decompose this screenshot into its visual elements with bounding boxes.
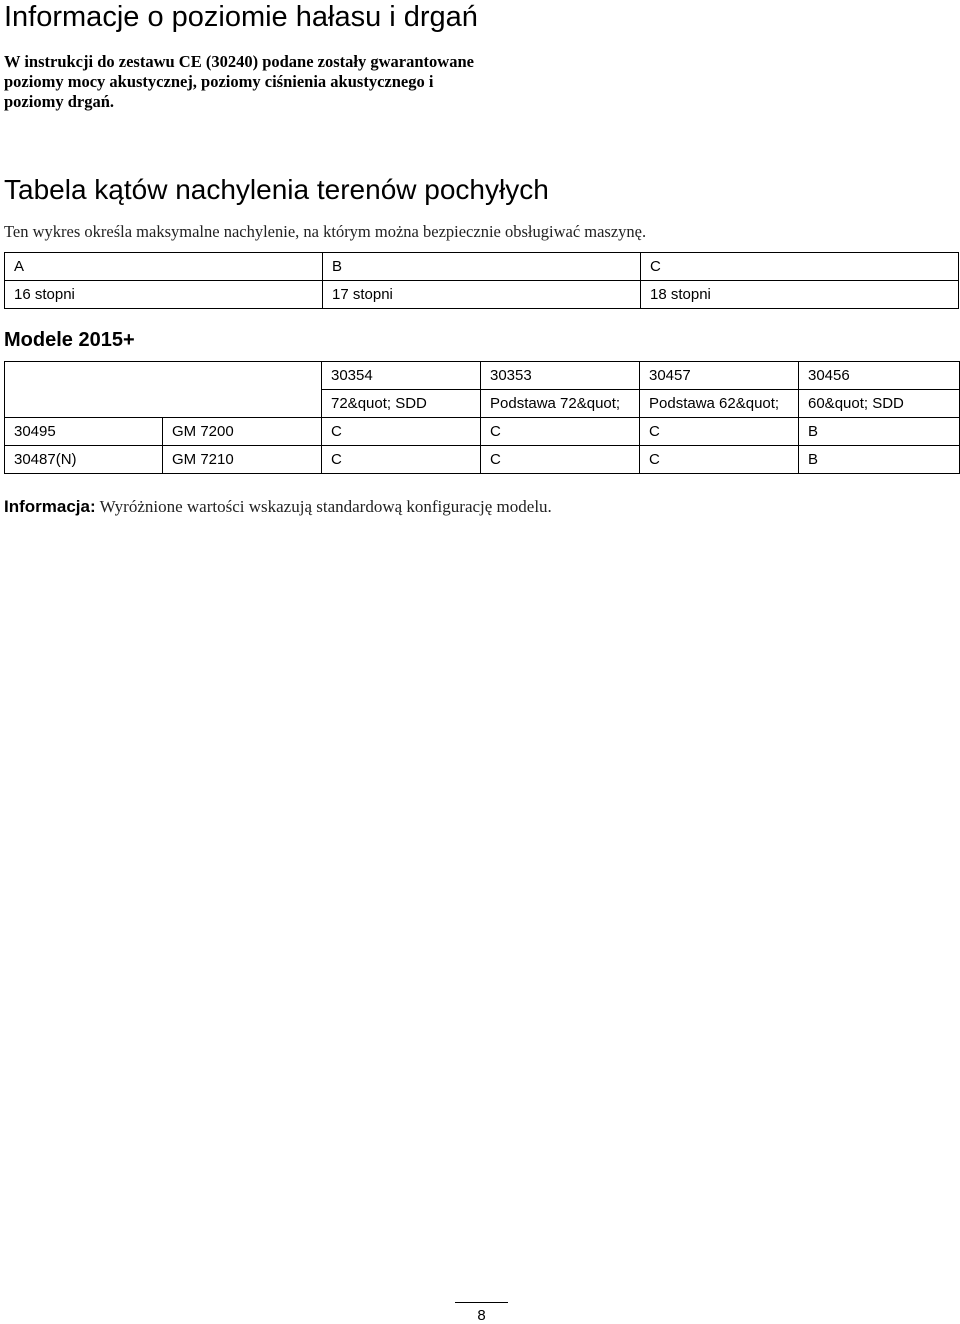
slope-rating: C (640, 446, 799, 474)
deck-part-number: 30456 (799, 362, 960, 390)
footer-divider (455, 1302, 508, 1303)
model-number: 30487(N) (5, 446, 163, 474)
deck-part-number: 30353 (481, 362, 640, 390)
note-text: Wyróżnione wartości wskazują standardową konfigurację modelu. (99, 497, 552, 516)
table-row (5, 418, 960, 446)
deck-part-number: 30354 (322, 362, 481, 390)
slope-rating: B (799, 446, 960, 474)
slope-angle-table (4, 252, 959, 309)
slope-rating: C (322, 418, 481, 446)
models-section-title: Modele 2015+ (4, 329, 135, 351)
note-label: Informacja: (4, 497, 96, 516)
models-empty-corner-cell (5, 362, 322, 418)
slope-header-b: B (323, 253, 641, 281)
deck-name: 60&quot; SDD (799, 390, 960, 418)
slope-rating: C (322, 446, 481, 474)
noise-section-title: Informacje o poziomie hałasu i drgań (4, 1, 478, 33)
deck-part-number: 30457 (640, 362, 799, 390)
models-part-number-row (5, 362, 960, 390)
slope-rating: C (481, 446, 640, 474)
slope-value-b: 17 stopni (323, 281, 641, 309)
deck-name: Podstawa 62&quot; (640, 390, 799, 418)
slope-header-a: A (5, 253, 323, 281)
slope-value-c: 18 stopni (641, 281, 959, 309)
page-number: 8 (477, 1307, 486, 1324)
model-name: GM 7200 (163, 418, 322, 446)
deck-name: 72&quot; SDD (322, 390, 481, 418)
slope-header-c: C (641, 253, 959, 281)
deck-name: Podstawa 72&quot; (481, 390, 640, 418)
slope-rating: B (799, 418, 960, 446)
table-row (5, 446, 960, 474)
slope-value-a: 16 stopni (5, 281, 323, 309)
note (4, 497, 552, 517)
model-number: 30495 (5, 418, 163, 446)
noise-section-body: W instrukcji do zestawu CE (30240) podane zostały gwarantowane poziomy mocy akustycznej, poziomy ciśnienia akustycznego i poziomy drgań. (4, 52, 474, 111)
models-table (4, 361, 960, 474)
slope-table-header-row (5, 253, 959, 281)
slope-section-description: Ten wykres określa maksymalne nachylenie, na którym można bezpiecznie obsługiwać maszynę. (4, 222, 647, 241)
slope-rating: C (481, 418, 640, 446)
slope-section-title: Tabela kątów nachylenia terenów pochyłych (4, 174, 549, 205)
model-name: GM 7210 (163, 446, 322, 474)
slope-rating: C (640, 418, 799, 446)
slope-table-value-row (5, 281, 959, 309)
